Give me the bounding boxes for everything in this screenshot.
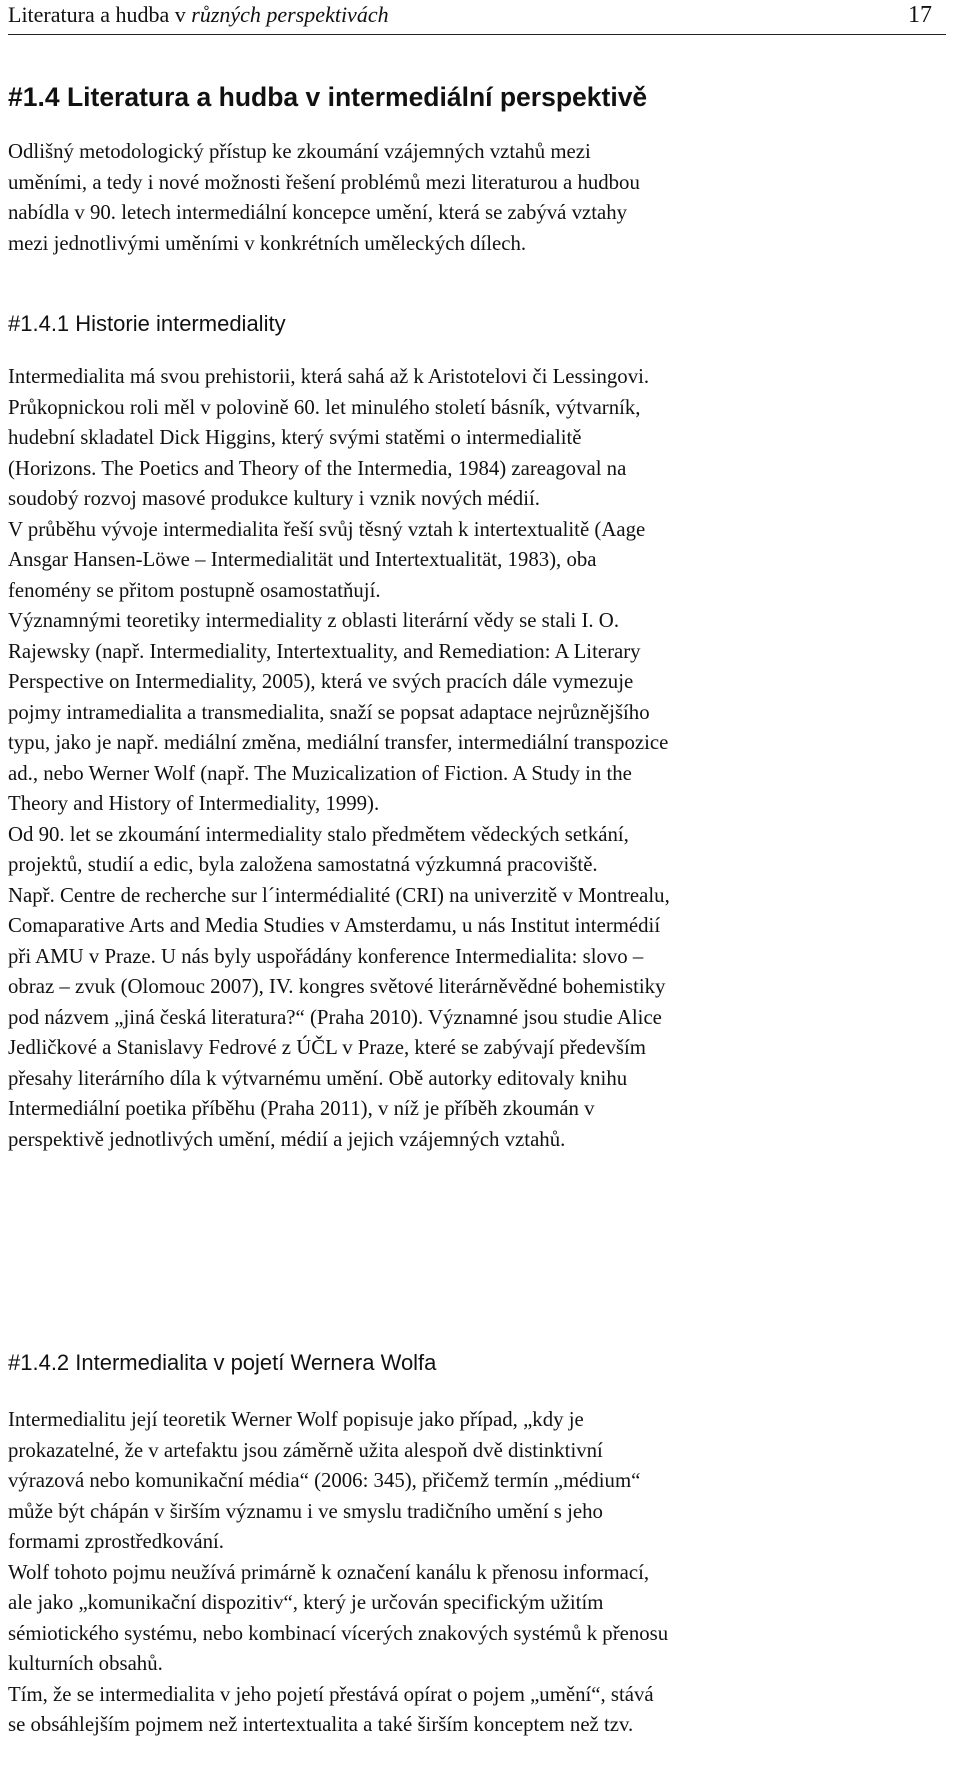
text-line: Intermediální poetika příběhu (Praha 2011), v níž je příběh zkoumán v: [8, 1097, 595, 1120]
running-header-title: Literatura a hudba v: [8, 2, 192, 27]
text-line: Intermedialita má svou prehistorii, která sahá až k Aristotelovi či Lessingovi.: [8, 365, 650, 388]
text-line: Perspective on Intermediality, 2005), která ve svých pracích dále vymezuje: [8, 670, 634, 693]
text-line: Průkopnickou roli měl v polovině 60. let minulého století básník, výtvarník,: [8, 395, 641, 419]
text-line: uměními, a tedy i nové možnosti řešení problémů mezi literaturou a hudbou: [8, 170, 640, 194]
text-line: obraz – zvuk (Olomouc 2007), IV. kongres světové literárněvědné bohemistiky: [8, 975, 666, 998]
text-line: Jedličkové a Stanislavy Fedrové z ÚČL v Praze, které se zabývají především: [8, 1036, 646, 1059]
text-line: Např. Centre de recherche sur l´intermédialité (CRI) na univerzitě v Montrealu,: [8, 883, 670, 907]
text-line: (Horizons. The Poetics and Theory of the Intermedia, 1984) zareagoval na: [8, 456, 627, 480]
text-line: V průběhu vývoje intermedialita řeší svůj těsný vztah k intertextualitě (Aage: [8, 517, 646, 541]
text-line: Rajewsky (např. Intermediality, Intertextuality, and Remediation: A Literary: [8, 639, 641, 663]
text-line: Intermedialitu její teoretik Werner Wolf popisuje jako případ, „kdy je: [8, 1408, 584, 1431]
text-line: Tím, že se intermedialita v jeho pojetí přestává opírat o pojem „umění“, stává: [8, 1682, 654, 1706]
text-line: perspektivě jednotlivých umění, médií a jejich vzájemných vztahů.: [8, 1127, 566, 1151]
text-line: typu, jako je např. mediální změna, mediální transfer, intermediální transpozice: [8, 731, 669, 754]
text-line: hudební skladatel Dick Higgins, který svými statěmi o intermedialitě: [8, 426, 582, 449]
text-line: se obsáhlejším pojmem než intertextualita a také širším konceptem než tzv.: [8, 1713, 634, 1736]
text-line: mezi jednotlivými uměními v konkrétních uměleckých dílech.: [8, 231, 527, 255]
text-line: fenomény se přitom postupně osamostatňují.: [8, 578, 381, 602]
text-line: Theory and History of Intermediality, 1999).: [8, 792, 380, 815]
historie-body: [8, 362, 670, 1155]
text-line: ad., nebo Werner Wolf (např. The Muzicalization of Fiction. A Study in the: [8, 761, 632, 785]
wolf-body: [8, 1405, 668, 1741]
text-line: přesahy literárního díla k výtvarnému umění. Obě autorky editovaly knihu: [8, 1066, 628, 1090]
text-line: Od 90. let se zkoumání intermediality stalo předmětem vědeckých setkání,: [8, 822, 629, 846]
text-line: výrazová nebo komunikační média“ (2006: 345), přičemž termín „médium“: [8, 1469, 641, 1492]
text-line: kulturních obsahů.: [8, 1652, 163, 1675]
text-line: Ansgar Hansen-Löwe – Intermedialität und Intertextualität, 1983), oba: [8, 548, 597, 571]
text-line: nabídla v 90. letech intermediální koncepce umění, která se zabývá vztahy: [8, 201, 628, 224]
text-line: formami zprostředkování.: [8, 1530, 224, 1553]
subsection-heading-wolf: #1.4.2 Intermedialita v pojetí Wernera Wolfa: [8, 1350, 437, 1375]
subsection-heading-historie: #1.4.1 Historie intermediality: [8, 311, 286, 336]
text-line: při AMU v Praze. U nás byly uspořádány konference Intermedialita: slovo –: [8, 944, 644, 968]
text-line: pod názvem „jiná česká literatura?“ (Praha 2010). Významné jsou studie Alice: [8, 1005, 662, 1029]
running-header-title-italic: různých perspektivách: [191, 2, 389, 27]
text-line: Odlišný metodologický přístup ke zkoumání vzájemných vztahů mezi: [8, 140, 591, 163]
page-number: 17: [908, 2, 932, 28]
intro-paragraph: [8, 137, 640, 259]
text-line: pojmy intramedialita a transmedialita, snaží se popsat adaptace nejrůznějšího: [8, 700, 650, 724]
text-line: Comaparative Arts and Media Studies v Amsterdamu, u nás Institut intermédií: [8, 914, 661, 937]
text-line: projektů, studií a edic, byla založena samostatná výzkumná pracoviště.: [8, 853, 598, 876]
text-line: Wolf tohoto pojmu neužívá primárně k označení kanálu k přenosu informací,: [8, 1560, 650, 1584]
text-line: může být chápán v širším významu i ve smyslu tradičního umění s jeho: [8, 1499, 603, 1523]
text-line: prokazatelné, že v artefaktu jsou záměrně užita alespoň dvě distinktivní: [8, 1438, 603, 1462]
text-line: Významnými teoretiky intermediality z oblasti literární vědy se stali I. O.: [8, 609, 620, 632]
text-line: soudobý rozvoj masové produkce kultury i vznik nových médií.: [8, 487, 540, 510]
running-header: [8, 0, 946, 35]
section-heading: #1.4 Literatura a hudba v intermediální perspektivě: [8, 82, 648, 112]
text-line: sémiotického systému, nebo kombinací vícerých znakových systémů k přenosu: [8, 1621, 669, 1645]
text-line: ale jako „komunikační dispozitiv“, který je určován specifickým užitím: [8, 1591, 604, 1614]
